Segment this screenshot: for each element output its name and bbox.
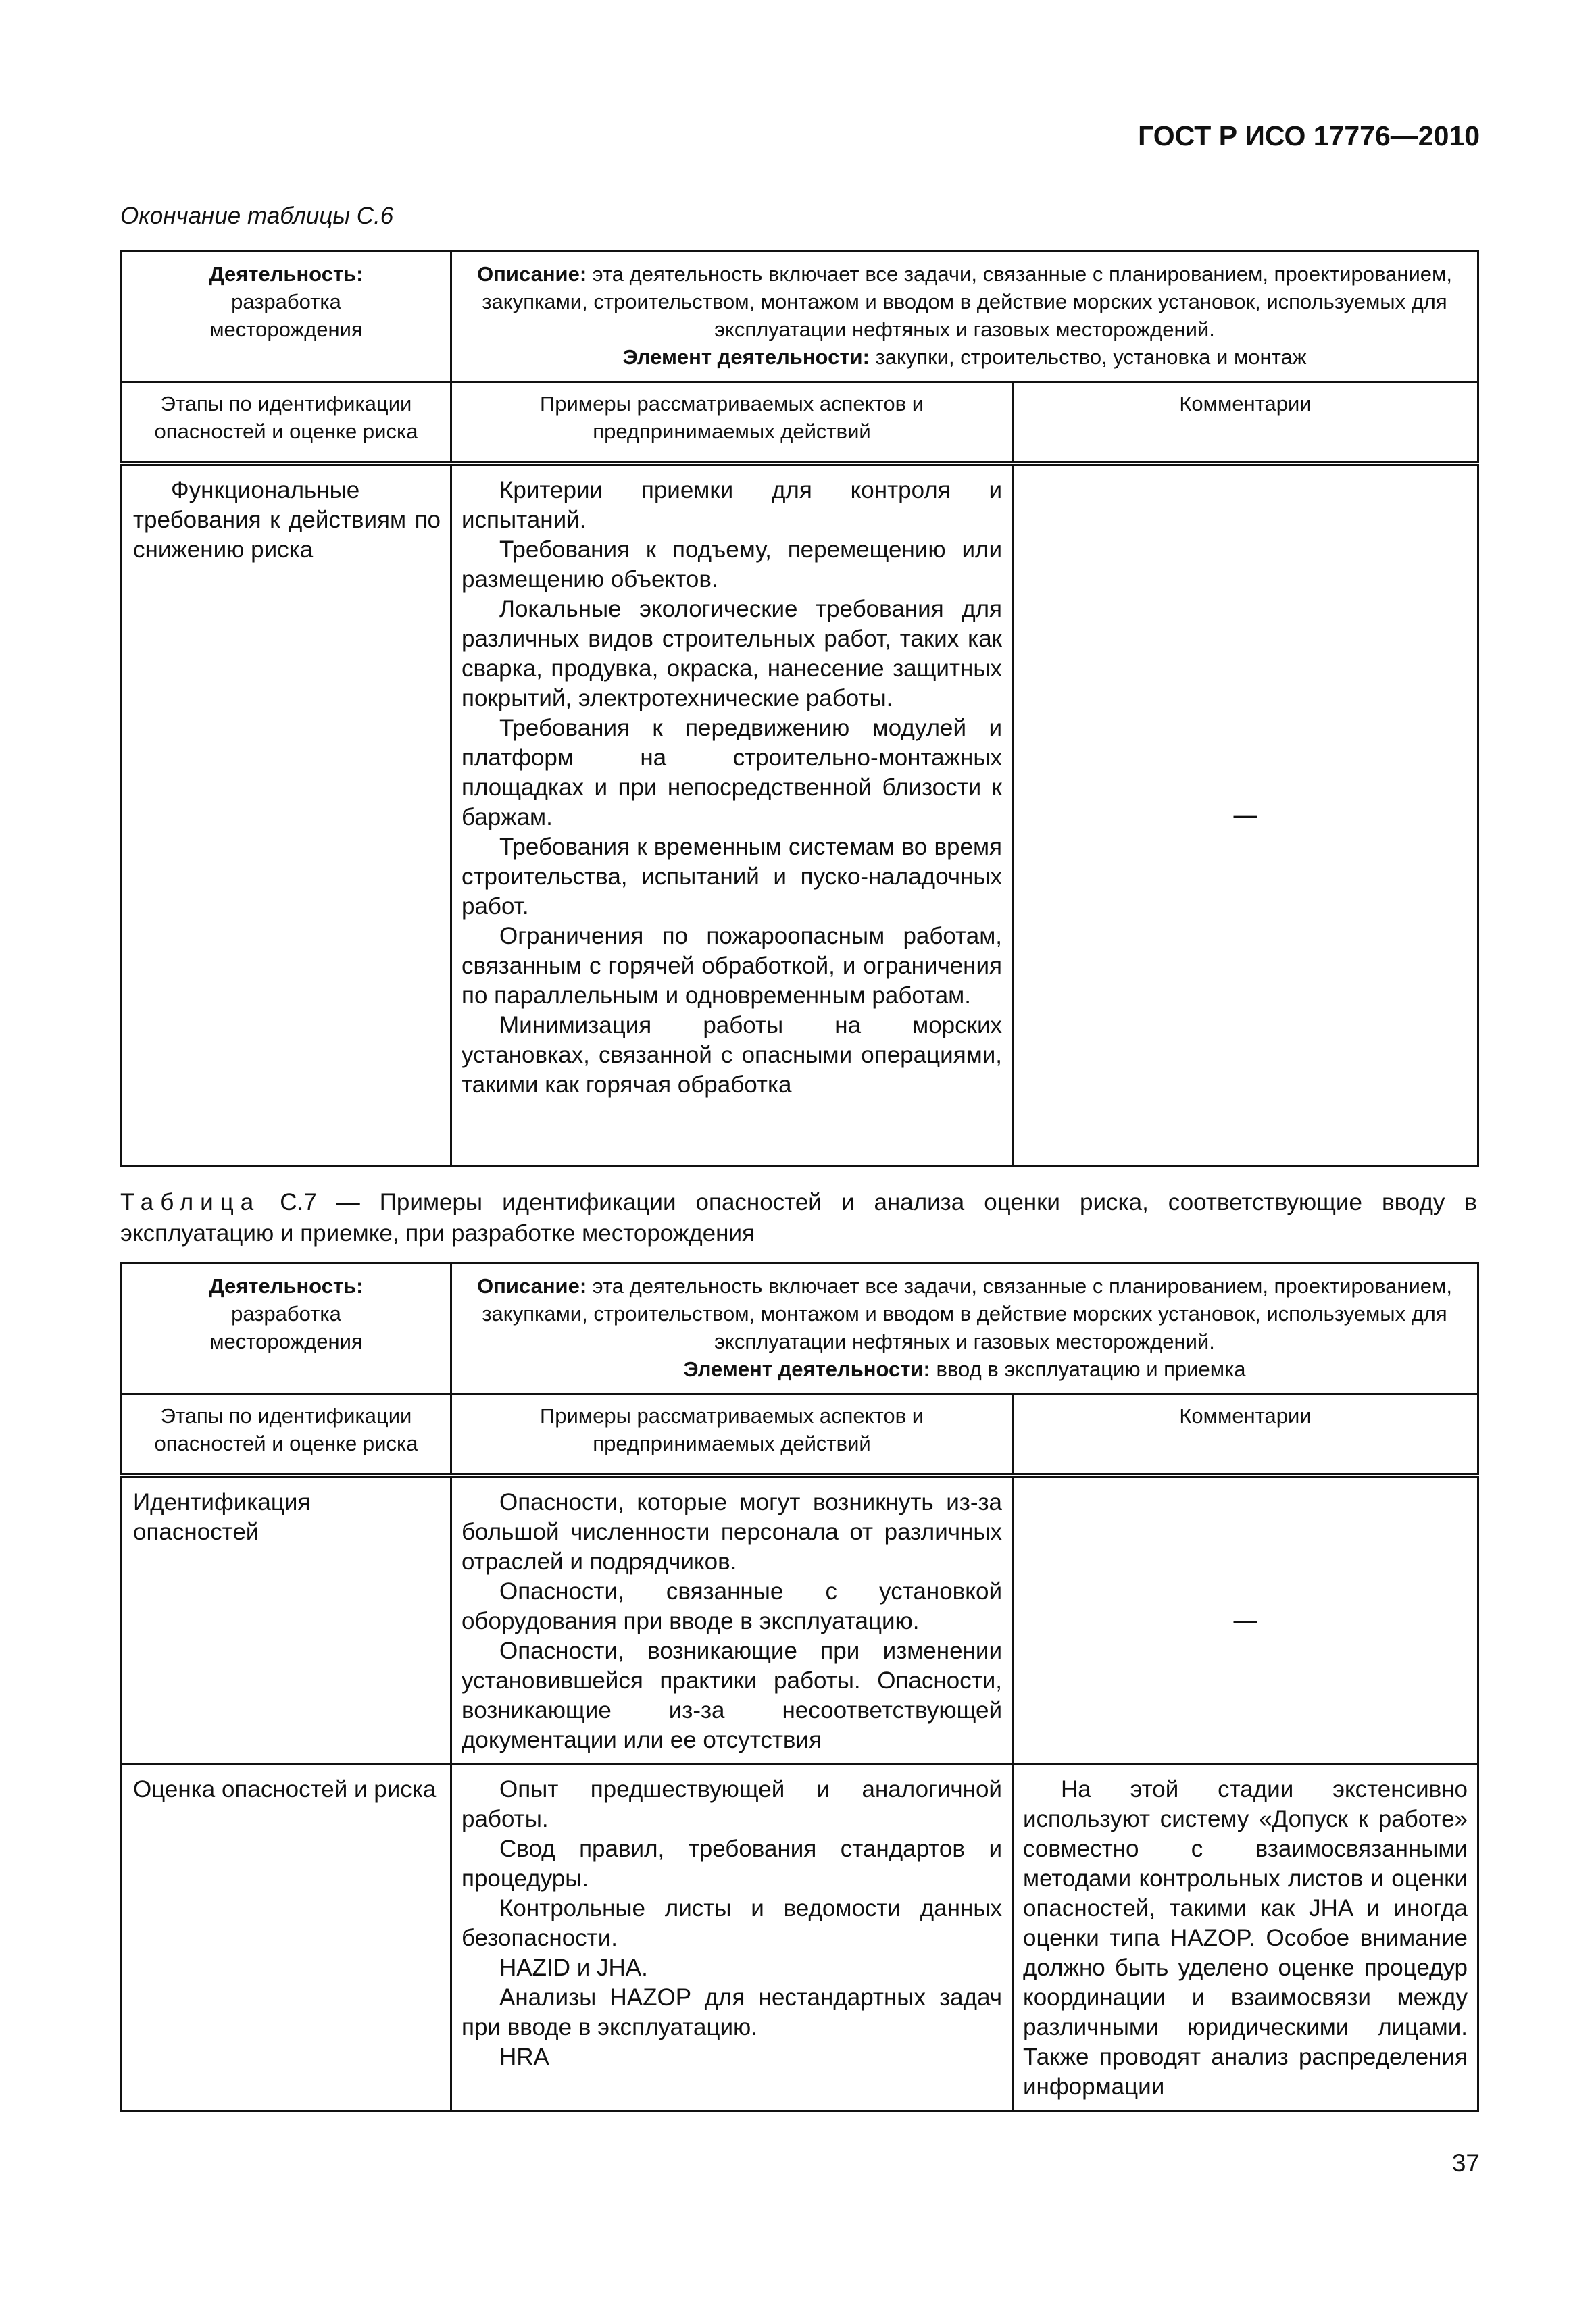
description-cell (451, 1263, 1478, 1394)
activity-value-line2: месторождения (209, 318, 363, 341)
column-header-stages: Этапы по идентификации опасностей и оценке риска (122, 382, 451, 463)
example-item: Критерии приемки для контроля и испытаний. (462, 476, 1002, 533)
activity-value-line1: разработка (231, 1302, 341, 1326)
page-number: 37 (1451, 2149, 1480, 2177)
table-c7 (120, 1262, 1479, 2112)
document-standard-header: ГОСТ Р ИСО 17776—2010 (1138, 120, 1480, 151)
table-row-comment: — (1013, 1476, 1478, 1765)
table-continuation-caption: Окончание таблицы С.6 (120, 203, 394, 229)
description-label: Описание: (477, 1274, 587, 1298)
activity-label: Деятельность: (209, 1274, 364, 1298)
example-item: Требования к подъему, перемещению или размещению объектов. (462, 536, 1002, 593)
table-row-stage (122, 1764, 451, 2111)
table-row-stage (122, 1476, 451, 1765)
table-row-stage (122, 463, 451, 1166)
stage-text: Функциональные требования к действиям по снижению риска (133, 476, 441, 563)
activity-label: Деятельность: (209, 262, 364, 286)
table-row-examples (451, 463, 1013, 1166)
activity-cell (122, 1263, 451, 1394)
column-header-examples: Примеры рассматриваемых аспектов и предпринимаемых действий (451, 1394, 1013, 1476)
example-item: HRA (499, 2043, 549, 2070)
element-value: закупки, строительство, установка и монтаж (875, 345, 1307, 369)
activity-cell (122, 251, 451, 382)
stage-text: Оценка опасностей и риска (133, 1776, 437, 1803)
table-title-text: С.7 — Примеры идентификации опасностей и анализа оценки риска, соответствующие вводу в эксплуатацию и приемке, при разработке месторождения (120, 1189, 1477, 1247)
column-header-examples: Примеры рассматриваемых аспектов и предпринимаемых действий (451, 382, 1013, 463)
column-header-comments: Комментарии (1013, 1394, 1478, 1476)
description-text: эта деятельность включает все задачи, связанные с планированием, проектированием, закупками, строительством, монтажом и вводом в действие морских установок, используемых для эксплуатации нефтяных и газовых месторождений. (482, 1274, 1452, 1353)
table-row-comment: — (1013, 463, 1478, 1166)
example-item: Опасности, которые могут возникнуть из-за большой численности персонала от различных отраслей и подрядчиков. (462, 1488, 1002, 1575)
example-item: Опасности, связанные с установкой оборудования при вводе в эксплуатацию. (462, 1578, 1002, 1634)
element-value: ввод в эксплуатацию и приемка (936, 1357, 1246, 1381)
example-item: Требования к временным системам во время строительства, испытаний и пуско-наладочных работ. (462, 833, 1002, 920)
example-item: Локальные экологические требования для различных видов строительных работ, таких как сварка, продувка, окраска, нанесение защитных покрытий, электротехнические работы. (462, 595, 1002, 711)
element-label: Элемент деятельности: (622, 345, 870, 369)
table-row-comment (1013, 1764, 1478, 2111)
description-text: эта деятельность включает все задачи, связанные с планированием, проектированием, закупками, строительством, монтажом и вводом в действие морских установок, используемых для эксплуатации нефтяных и газовых месторождений. (482, 262, 1452, 341)
description-label: Описание: (477, 262, 587, 286)
activity-value-line2: месторождения (209, 1330, 363, 1353)
example-item: Опыт предшествующей и аналогичной работы. (462, 1776, 1002, 1832)
column-header-stages: Этапы по идентификации опасностей и оценке риска (122, 1394, 451, 1476)
example-item: Свод правил, требования стандартов и процедуры. (462, 1835, 1002, 1892)
element-label: Элемент деятельности: (683, 1357, 930, 1381)
table-c7-title (120, 1187, 1477, 1249)
column-header-comments: Комментарии (1013, 382, 1478, 463)
table-row-examples (451, 1476, 1013, 1765)
example-item: Анализы HAZOP для нестандартных задач при вводе в эксплуатацию. (462, 1984, 1002, 2040)
table-c6-end (120, 250, 1479, 1167)
stage-text: Идентификация опасностей (133, 1488, 311, 1545)
table-row-examples (451, 1764, 1013, 2111)
example-item: Контрольные листы и ведомости данных безопасности. (462, 1894, 1002, 1951)
example-item: Требования к передвижению модулей и платформ на строительно-монтажных площадках и при непосредственной близости к баржам. (462, 714, 1002, 830)
comment-text: На этой стадии экстенсивно используют систему «Допуск к работе» совместно с взаимосвязанными методами контрольных листов и оценки опасностей, такими как JHA и иногда оценки типа HAZOP. Особое внимание должно быть уделено оценке процедур координации и взаимосвязи между различными юридическими лицами. Также проводят анализ распределения информации (1023, 1776, 1468, 2100)
example-item: Опасности, возникающие при изменении установившейся практики работы. Опасности, возникающие из-за несоответствующей документации или ее отсутствия (462, 1637, 1002, 1753)
example-item: Ограничения по пожароопасным работам, связанным с горячей обработкой, и ограничения по параллельным и одновременным работам. (462, 922, 1002, 1009)
table-title-prefix: Таблица (120, 1189, 261, 1215)
description-cell (451, 251, 1478, 382)
example-item: HAZID и JHA. (499, 1954, 648, 1981)
example-item: Минимизация работы на морских установках, связанной с опасными операциями, такими как горячая обработка (462, 1011, 1002, 1098)
activity-value-line1: разработка (231, 290, 341, 313)
